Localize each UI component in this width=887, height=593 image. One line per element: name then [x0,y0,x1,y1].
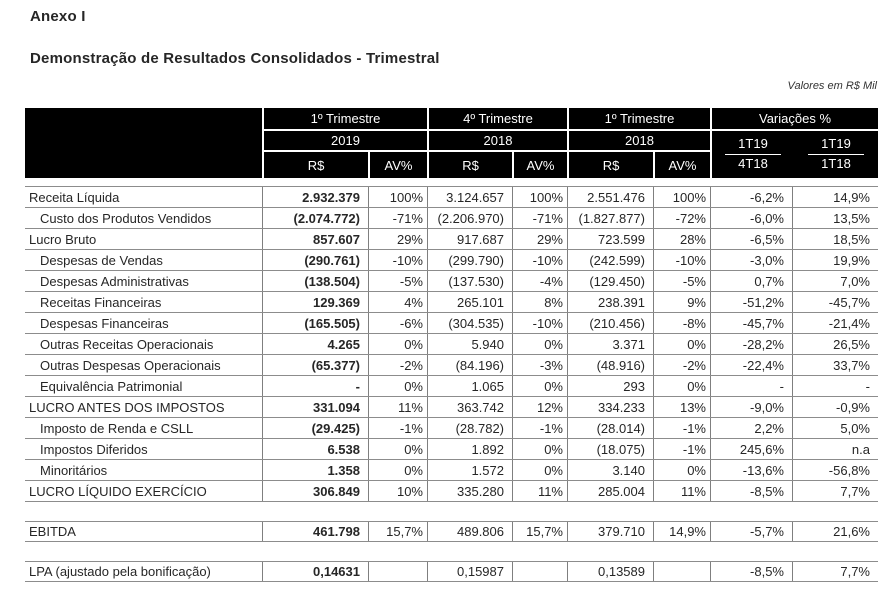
cell-var-1t18: 7,7% [792,481,878,501]
cell-4t18-rs: 265.101 [427,292,512,312]
cell-var-4t18: -13,6% [710,460,792,480]
share-column-label: AV% [368,152,427,178]
cell-1t19-rs: 857.607 [262,229,368,249]
cell-1t19-av: 100% [368,187,427,207]
cell-1t19-av: -10% [368,250,427,270]
cell-1t19-rs: 0,14631 [262,562,368,581]
cell-var-1t18: 13,5% [792,208,878,228]
cell-1t18-rs: 3.371 [567,334,653,354]
cell-var-4t18: -51,2% [710,292,792,312]
row-label: Receita Líquida [29,189,120,205]
share-column-label: AV% [653,152,710,178]
cell-var-1t18: 21,6% [792,522,878,541]
cell-1t19-rs: 2.932.379 [262,187,368,207]
cell-4t18-rs: (28.782) [427,418,512,438]
cell-1t18-av: 11% [653,481,710,501]
table-row [25,354,878,375]
cell-var-1t18: n.a [792,439,878,459]
cell-var-4t18: -5,7% [710,522,792,541]
table-row [25,375,878,396]
cell-1t18-rs: 2.551.476 [567,187,653,207]
cell-1t18-av: -5% [653,271,710,291]
table-row [25,417,878,438]
cell-var-4t18: 245,6% [710,439,792,459]
cell-4t18-rs: 1.892 [427,439,512,459]
cell-var-1t18: -0,9% [792,397,878,417]
cell-1t18-av: -2% [653,355,710,375]
page-subtitle: Demonstração de Resultados Consolidados - Trimestral [30,50,440,67]
subheader-row [429,152,567,178]
cell-1t18-av: -8% [653,313,710,333]
cell-1t18-rs: (242.599) [567,250,653,270]
row-label: Custo dos Produtos Vendidos [40,210,212,226]
row-label: Despesas Financeiras [40,315,169,331]
cell-1t19-rs: (165.505) [262,313,368,333]
cell-1t19-av: 0% [368,376,427,396]
cell-1t18-av: 100% [653,187,710,207]
cell-1t18-rs: 0,13589 [567,562,653,581]
cell-var-1t18: 33,7% [792,355,878,375]
cell-1t19-av: -2% [368,355,427,375]
cell-1t18-rs: (210.456) [567,313,653,333]
cell-4t18-av: 0% [512,376,567,396]
row-label: Receitas Financeiras [40,294,162,310]
header-group-variations [710,108,878,178]
row-label: Minoritários [40,462,108,478]
variation-numerator: 1T19 [725,137,781,155]
cell-1t19-av: -1% [368,418,427,438]
cell-1t18-rs: (28.014) [567,418,653,438]
year-label: 2019 [264,131,427,152]
year-label: 2018 [429,131,567,152]
subheader-row [569,152,710,178]
cell-var-1t18: 7,7% [792,562,878,581]
cell-var-4t18: -45,7% [710,313,792,333]
cell-var-4t18: -6,2% [710,187,792,207]
currency-column-label: R$ [307,157,325,173]
cell-1t19-av: 4% [368,292,427,312]
cell-var-1t18: 19,9% [792,250,878,270]
variation-denominator: 1T18 [821,156,851,171]
cell-1t18-av: -1% [653,439,710,459]
currency-column-label: R$ [602,157,620,173]
cell-1t19-rs: (65.377) [262,355,368,375]
table-row [25,207,878,228]
cell-4t18-rs: (137.530) [427,271,512,291]
share-column-label: AV% [512,152,567,178]
cell-4t18-rs: 335.280 [427,481,512,501]
cell-1t19-av: 11% [368,397,427,417]
cell-1t18-rs: 238.391 [567,292,653,312]
cell-1t19-rs: (2.074.772) [262,208,368,228]
cell-4t18-rs: (84.196) [427,355,512,375]
row-label: Despesas de Vendas [40,252,163,268]
table-row [25,312,878,333]
table-row [25,561,878,582]
cell-1t19-av: 0% [368,460,427,480]
cell-4t18-av: 0% [512,334,567,354]
cell-1t19-av: -6% [368,313,427,333]
cell-4t18-av: 0% [512,439,567,459]
cell-1t18-av: 0% [653,460,710,480]
header-group-1t18 [567,108,710,178]
row-label: LUCRO ANTES DOS IMPOSTOS [29,399,225,415]
year-label: 2018 [569,131,710,152]
row-label: LPA (ajustado pela bonificação) [29,564,211,579]
cell-var-1t18: -21,4% [792,313,878,333]
cell-4t18-rs: (299.790) [427,250,512,270]
cell-4t18-rs: 0,15987 [427,562,512,581]
cell-1t18-rs: 723.599 [567,229,653,249]
results-table [25,108,878,582]
cell-1t18-rs: 3.140 [567,460,653,480]
cell-1t19-rs: (290.761) [262,250,368,270]
cell-1t18-rs: (129.450) [567,271,653,291]
cell-1t19-rs: 4.265 [262,334,368,354]
variation-col-1t18 [794,131,878,178]
cell-1t18-av: -1% [653,418,710,438]
cell-var-4t18: 0,7% [710,271,792,291]
table-row [25,228,878,249]
cell-4t18-av: 8% [512,292,567,312]
currency-column-label: R$ [462,157,479,173]
variations-title: Variações % [712,108,878,131]
cell-1t18-rs: 285.004 [567,481,653,501]
cell-1t19-rs: (138.504) [262,271,368,291]
cell-var-1t18: 7,0% [792,271,878,291]
cell-4t18-av [512,562,567,581]
cell-var-1t18: 18,5% [792,229,878,249]
cell-4t18-rs: 3.124.657 [427,187,512,207]
cell-4t18-rs: 1.572 [427,460,512,480]
cell-var-4t18: -28,2% [710,334,792,354]
cell-var-1t18: - [792,376,878,396]
cell-4t18-av: 11% [512,481,567,501]
cell-1t18-rs: 293 [567,376,653,396]
cell-1t18-rs: (48.916) [567,355,653,375]
table-row [25,291,878,312]
cell-4t18-av: -10% [512,250,567,270]
table-row [25,459,878,480]
cell-var-1t18: -45,7% [792,292,878,312]
cell-var-4t18: 2,2% [710,418,792,438]
cell-4t18-rs: 363.742 [427,397,512,417]
cell-4t18-av: -4% [512,271,567,291]
table-row [25,270,878,291]
cell-1t19-av: -71% [368,208,427,228]
cell-var-4t18: -22,4% [710,355,792,375]
cell-4t18-rs: 917.687 [427,229,512,249]
period-label: 1º Trimestre [264,108,427,131]
cell-4t18-av: 29% [512,229,567,249]
row-label: LUCRO LÍQUIDO EXERCÍCIO [29,483,207,499]
row-label: Impostos Diferidos [40,441,148,457]
cell-var-1t18: -56,8% [792,460,878,480]
header-label-spacer [25,108,262,178]
cell-4t18-av: 12% [512,397,567,417]
cell-1t19-rs: - [262,376,368,396]
cell-1t19-av: 0% [368,439,427,459]
cell-4t18-av: -10% [512,313,567,333]
cell-var-4t18: - [710,376,792,396]
variation-fractions [712,131,878,178]
cell-1t18-rs: 334.233 [567,397,653,417]
cell-4t18-rs: (2.206.970) [427,208,512,228]
page-title: Anexo I [30,8,86,25]
cell-1t19-av: 29% [368,229,427,249]
row-label: Outras Receitas Operacionais [40,336,214,352]
lpa-section [25,561,878,582]
period-label: 1º Trimestre [569,108,710,131]
cell-1t19-av: 15,7% [368,522,427,541]
units-note: Valores em R$ Mil [787,80,877,92]
cell-1t18-av: -72% [653,208,710,228]
table-row [25,521,878,542]
ebitda-section [25,521,878,542]
table-row [25,396,878,417]
table-header [25,108,878,178]
table-row [25,186,878,207]
subheader-row [264,152,427,178]
cell-1t18-av: 0% [653,376,710,396]
cell-1t19-rs: 461.798 [262,522,368,541]
cell-4t18-rs: (304.535) [427,313,512,333]
table-row [25,480,878,501]
cell-1t19-av: 0% [368,334,427,354]
cell-var-1t18: 14,9% [792,187,878,207]
variation-numerator: 1T19 [808,137,864,155]
cell-1t18-rs: 379.710 [567,522,653,541]
table-body [25,186,878,502]
period-label: 4º Trimestre [429,108,567,131]
cell-4t18-rs: 489.806 [427,522,512,541]
cell-1t19-rs: 129.369 [262,292,368,312]
row-label: Despesas Administrativas [40,273,189,289]
cell-1t19-rs: 6.538 [262,439,368,459]
table-row [25,249,878,270]
cell-var-1t18: 26,5% [792,334,878,354]
cell-1t18-av: 28% [653,229,710,249]
header-group-4t18 [427,108,567,178]
cell-var-1t18: 5,0% [792,418,878,438]
cell-1t19-av [368,562,427,581]
cell-var-4t18: -9,0% [710,397,792,417]
cell-4t18-av: 100% [512,187,567,207]
row-label: Lucro Bruto [29,231,97,247]
row-label: Equivalência Patrimonial [40,378,183,394]
cell-var-4t18: -6,0% [710,208,792,228]
row-label: Imposto de Renda e CSLL [40,420,194,436]
cell-1t18-av: 14,9% [653,522,710,541]
cell-1t18-av: -10% [653,250,710,270]
cell-1t19-rs: (29.425) [262,418,368,438]
cell-4t18-av: -1% [512,418,567,438]
cell-var-4t18: -6,5% [710,229,792,249]
row-label: Outras Despesas Operacionais [40,357,221,373]
cell-1t18-av: 0% [653,334,710,354]
variation-col-4t18 [712,131,794,178]
cell-1t19-rs: 306.849 [262,481,368,501]
cell-var-4t18: -8,5% [710,562,792,581]
row-label: EBITDA [29,524,76,539]
cell-var-4t18: -3,0% [710,250,792,270]
cell-1t18-av: 9% [653,292,710,312]
cell-4t18-rs: 5.940 [427,334,512,354]
variation-denominator: 4T18 [738,156,768,171]
cell-var-4t18: -8,5% [710,481,792,501]
cell-1t18-rs: (18.075) [567,439,653,459]
cell-4t18-av: -3% [512,355,567,375]
table-row [25,333,878,354]
cell-1t19-av: 10% [368,481,427,501]
cell-1t19-av: -5% [368,271,427,291]
header-group-1t19 [262,108,427,178]
cell-4t18-av: -71% [512,208,567,228]
cell-4t18-av: 0% [512,460,567,480]
cell-1t19-rs: 1.358 [262,460,368,480]
cell-1t19-rs: 331.094 [262,397,368,417]
cell-4t18-rs: 1.065 [427,376,512,396]
cell-4t18-av: 15,7% [512,522,567,541]
cell-1t18-rs: (1.827.877) [567,208,653,228]
table-row [25,438,878,459]
cell-1t18-av [653,562,710,581]
cell-1t18-av: 13% [653,397,710,417]
